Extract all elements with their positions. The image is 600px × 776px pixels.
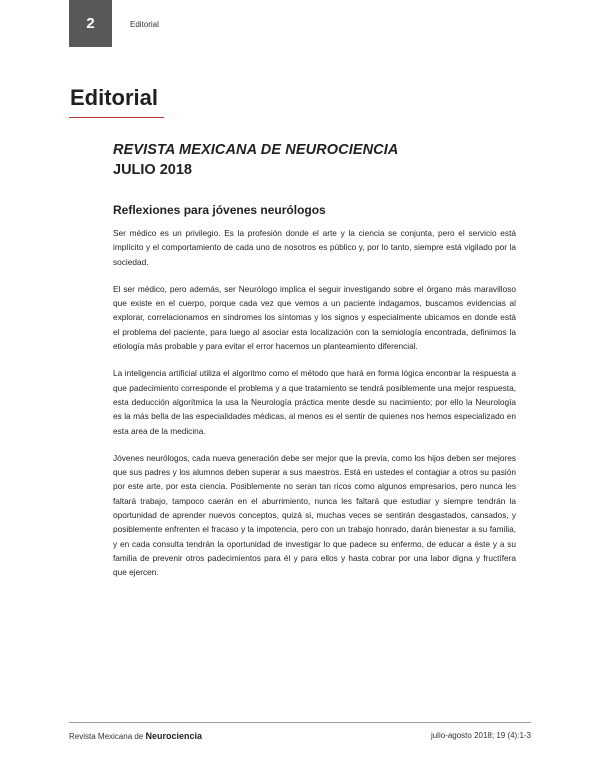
- running-head: Editorial: [130, 20, 159, 29]
- paragraph-4: Jóvenes neurólogos, cada nueva generación debe ser mejor que la previa, como los hijos deben ser mejores que sus padres y los alumnos deben superar a sus maestros. Está en ustedes el contagiar a otros su pasión por este arte, por esta ciencia. Posiblemente no seran tan ricos como algunos empresarios, pero nunca les faltará trabajo, tampoco caerán en el aburrimiento, nunca les faltará que estudiar y siempre tendrán la oportunidad de aprender nuevos conceptos, quizá si, muchas veces se sentirán desgastados, cansados, y posiblemente enfrenten el fracaso y la impotencia, pero con un trabajo honrado, darán bienestar a su familia, y en cada consulta tendrán la oportunidad de investigar lo que padece su enfermo, de educar a éste y a su familia de prevenir otros padecimientos para él y para ellos y hasta cobrar por una labor digna y fructífera que ejercen.: [113, 452, 516, 578]
- paragraph-3: La inteligencia artificial utiliza el algoritmo como el método que hará en forma lógica encontrar la respuesta a que padecimiento corresponde el problema y a que tratamiento se tendrá posiblemente una mejor respuesta, esta deducción algorítmica la usa la Neurología práctica mente desde su nacimiento; por ello la Neurología es la más bella de las especialidades médicas, al menos es el sentir de quienes nos hemos especializado en esta area de la medicina.: [113, 368, 516, 436]
- section-title: Editorial: [70, 85, 159, 110]
- article-title: Reflexiones para jóvenes neurólogos: [113, 203, 326, 217]
- paragraph-1: Ser médico es un privilegio. Es la profesión donde el arte y la ciencia se conjunta, pero el servicio está implícito y el comportamiento de cada uno de nosotros es público y, por lo tanto, siempre está vigilado por la sociedad.: [113, 228, 516, 267]
- footer-journal: [69, 731, 202, 741]
- article-body: [113, 226, 516, 593]
- page-number-box: 2: [69, 0, 112, 47]
- section-title-underline: [69, 117, 164, 118]
- footer-journal-brand: Neurociencia: [145, 731, 203, 741]
- footer-journal-prefix: Revista Mexicana de: [69, 732, 144, 741]
- paragraph-2: El ser médico, pero además, ser Neurólogo implica el seguir investigando sobre el órgano más maravilloso que existe en el cuerpo, porque cada vez que vemos a un paciente indagamos, buscamos evidencias al explorar, correlacionamos en síndromes los síntomas y los signos y especialmente ubicamos en donde está el problema del paciente, para luego al asociar esta localización con la semiología encontrada, definimos la etiología más probable y para evitar el error hacemos un planteamiento diferencial.: [113, 283, 516, 352]
- footer-citation: julio-agosto 2018; 19 (4):1-3: [430, 731, 531, 740]
- journal-name: REVISTA MEXICANA DE NEUROCIENCIA: [113, 142, 399, 158]
- journal-date: JULIO 2018: [113, 162, 192, 178]
- footer-rule: [69, 722, 531, 723]
